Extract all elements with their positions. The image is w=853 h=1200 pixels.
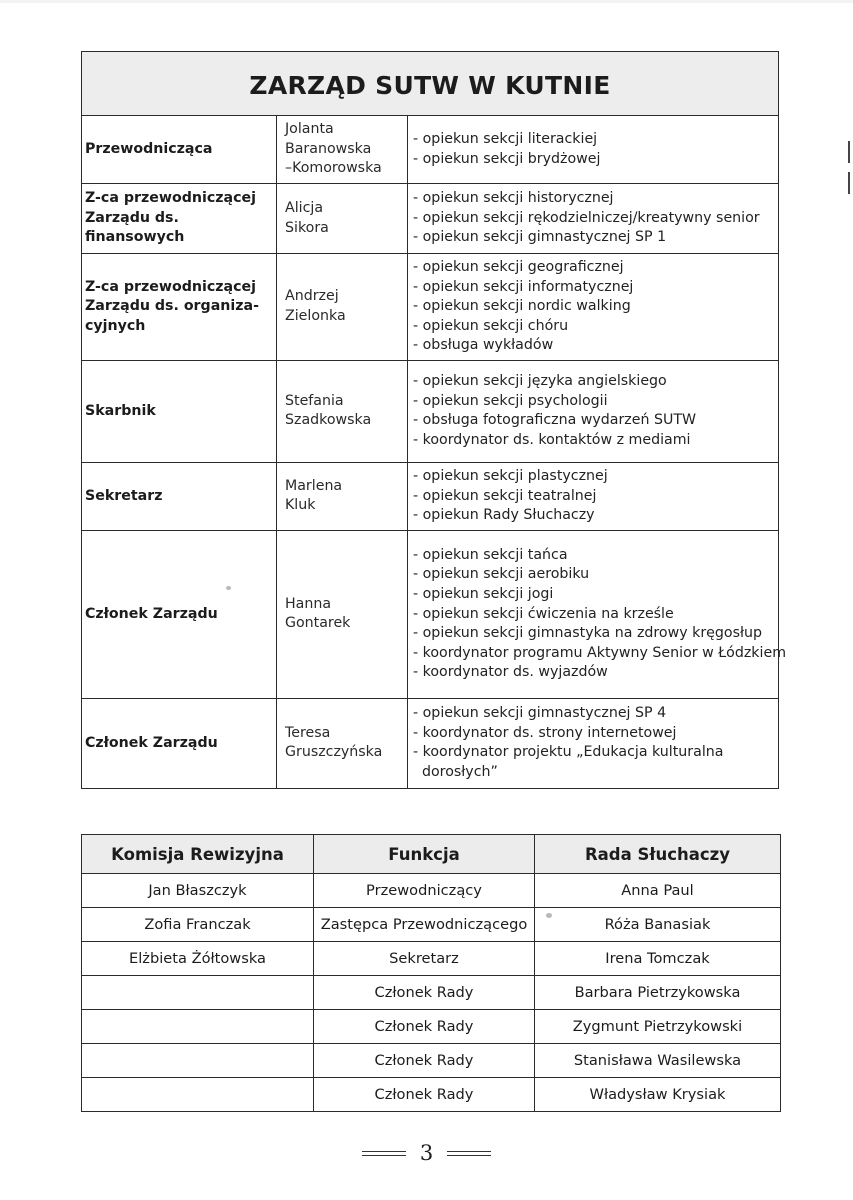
board-member-name-line: Szadkowska	[285, 412, 372, 429]
student-council-member: Róża Banasiak	[535, 908, 781, 942]
board-duty-item: - koordynator projektu „Edukacja kulturalna dorosłych”	[413, 744, 724, 781]
scan-edge	[0, 0, 853, 3]
council-row	[82, 942, 781, 976]
board-member-name-line: Alicja	[285, 199, 324, 216]
audit-committee-member	[82, 1010, 314, 1044]
header-student-council: Rada Słuchaczy	[535, 835, 781, 874]
board-duty-item: - koordynator ds. strony internetowej	[413, 724, 677, 741]
board-member-name-line: Teresa	[285, 724, 331, 741]
board-member-name	[277, 360, 408, 462]
page-number-rule-right	[447, 1151, 491, 1156]
council-row	[82, 908, 781, 942]
board-role: Skarbnik	[82, 360, 277, 462]
board-role: Członek Zarządu	[82, 698, 277, 788]
board-duty-item: - opiekun sekcji aerobiku	[413, 566, 590, 583]
council-function: Członek Rady	[314, 1010, 535, 1044]
board-duty-item: - opiekun sekcji brydżowej	[413, 150, 601, 167]
audit-committee-member: Jan Błaszczyk	[82, 874, 314, 908]
scan-edge-mark	[848, 141, 850, 163]
board-duties	[408, 462, 779, 530]
board-row	[82, 530, 779, 698]
board-member-name-line: Gruszczyńska	[285, 744, 383, 761]
council-function: Przewodniczący	[314, 874, 535, 908]
audit-committee-member	[82, 1078, 314, 1112]
council-function: Sekretarz	[314, 942, 535, 976]
board-member-name	[277, 462, 408, 530]
header-function: Funkcja	[314, 835, 535, 874]
council-row	[82, 874, 781, 908]
board-duty-item: - opiekun sekcji psychologii	[413, 392, 608, 409]
board-duty-item: - opiekun sekcji plastycznej	[413, 468, 608, 485]
board-duties	[408, 698, 779, 788]
audit-committee-member	[82, 976, 314, 1010]
board-duty-item: - opiekun sekcji jogi	[413, 586, 554, 603]
board-duties	[408, 116, 779, 184]
board-member-name	[277, 116, 408, 184]
student-council-member: Irena Tomczak	[535, 942, 781, 976]
page-number-text: 3	[419, 1141, 434, 1165]
board-duty-item: - opiekun sekcji ćwiczenia na krześle	[413, 605, 674, 622]
council-row	[82, 1044, 781, 1078]
board-member-name-line: Sikora	[285, 219, 329, 236]
board-member-name-line: Baranowska	[285, 140, 372, 157]
scan-speck	[546, 913, 552, 918]
board-member-name-line: Gontarek	[285, 615, 351, 632]
audit-committee-member: Elżbieta Żółtowska	[82, 942, 314, 976]
board-table	[81, 51, 787, 789]
board-duty-item: - obsługa fotograficzna wydarzeń SUTW	[413, 412, 697, 429]
board-duty-item: - opiekun Rady Słuchaczy	[413, 507, 595, 524]
board-member-name	[277, 184, 408, 254]
board-row	[82, 116, 779, 184]
council-function: Członek Rady	[314, 1044, 535, 1078]
board-duty-item: - opiekun sekcji teatralnej	[413, 487, 597, 504]
board-member-name	[277, 254, 408, 361]
board-member-name-line: Zielonka	[285, 307, 346, 324]
board-member-name	[277, 530, 408, 698]
board-duty-item: - opiekun sekcji rękodzielniczej/kreatywny senior	[413, 209, 760, 226]
board-duty-item: - opiekun sekcji nordic walking	[413, 298, 631, 315]
board-row	[82, 462, 779, 530]
council-function: Członek Rady	[314, 1078, 535, 1112]
board-role: Członek Zarządu	[82, 530, 277, 698]
header-audit-committee: Komisja Rewizyjna	[82, 835, 314, 874]
council-row	[82, 1010, 781, 1044]
page-number-rule-left	[362, 1151, 406, 1156]
board-row	[82, 360, 779, 462]
student-council-member: Barbara Pietrzykowska	[535, 976, 781, 1010]
council-row	[82, 1078, 781, 1112]
board-duty-item: - opiekun sekcji tańca	[413, 546, 568, 563]
audit-committee-member	[82, 1044, 314, 1078]
board-duty-item: - opiekun sekcji gimnastyka na zdrowy kręgosłup	[413, 625, 763, 642]
board-duty-item: - opiekun sekcji geograficznej	[413, 259, 624, 275]
board-duties	[408, 184, 779, 254]
board-member-name-line: Jolanta	[285, 121, 334, 138]
board-member-name-line: Hanna	[285, 595, 332, 612]
board-duty-item: - opiekun sekcji gimnastycznej SP 4	[413, 705, 667, 722]
student-council-member: Anna Paul	[535, 874, 781, 908]
board-body	[82, 116, 787, 789]
board-member-name-line: Andrzej	[285, 288, 339, 305]
board-duty-item: - opiekun sekcji informatycznej	[413, 278, 634, 295]
board-role: Przewodnicząca	[82, 116, 277, 184]
board-duty-item: - opiekun sekcji historycznej	[413, 190, 614, 207]
board-member-name-line: –Komorowska	[285, 160, 382, 177]
board-duty-item: - opiekun sekcji literackiej	[413, 130, 598, 147]
board-role: Sekretarz	[82, 462, 277, 530]
page-number	[0, 1141, 853, 1165]
student-council-member: Władysław Krysiak	[535, 1078, 781, 1112]
council-function: Zastępca Przewodniczącego	[314, 908, 535, 942]
board-duties	[408, 254, 779, 361]
board-title: ZARZĄD SUTW W KUTNIE	[82, 52, 779, 116]
board-member-name-line: Marlena	[285, 477, 343, 494]
scan-edge-mark	[848, 172, 850, 194]
board-member-name	[277, 698, 408, 788]
council-table	[81, 834, 781, 1112]
board-duty-item: - koordynator programu Aktywny Senior w Łódzkiem	[413, 644, 787, 661]
board-duty-item: - opiekun sekcji gimnastycznej SP 1	[413, 229, 667, 246]
board-role: Z-ca przewodniczącej Zarządu ds. finansowych	[82, 184, 277, 254]
board-duty-item: - koordynator ds. kontaktów z mediami	[413, 432, 691, 449]
board-member-name-line: Stefania	[285, 392, 344, 409]
council-function: Członek Rady	[314, 976, 535, 1010]
board-row	[82, 254, 779, 361]
board-duties	[408, 530, 787, 698]
board-row	[82, 184, 779, 254]
board-role: Z-ca przewodniczącej Zarządu ds. organiza-cyjnych	[82, 254, 277, 361]
board-duty-item: - opiekun sekcji języka angielskiego	[413, 373, 667, 390]
board-duty-item: - opiekun sekcji chóru	[413, 317, 569, 334]
board-duty-item: - koordynator ds. wyjazdów	[413, 664, 608, 681]
audit-committee-member: Zofia Franczak	[82, 908, 314, 942]
student-council-member: Zygmunt Pietrzykowski	[535, 1010, 781, 1044]
board-member-name-line: Kluk	[285, 497, 316, 514]
board-row	[82, 698, 779, 788]
student-council-member: Stanisława Wasilewska	[535, 1044, 781, 1078]
council-row	[82, 976, 781, 1010]
board-duties	[408, 360, 779, 462]
board-duty-item: - obsługa wykładów	[413, 337, 554, 354]
council-body	[82, 874, 781, 1112]
scan-speck	[226, 586, 231, 590]
